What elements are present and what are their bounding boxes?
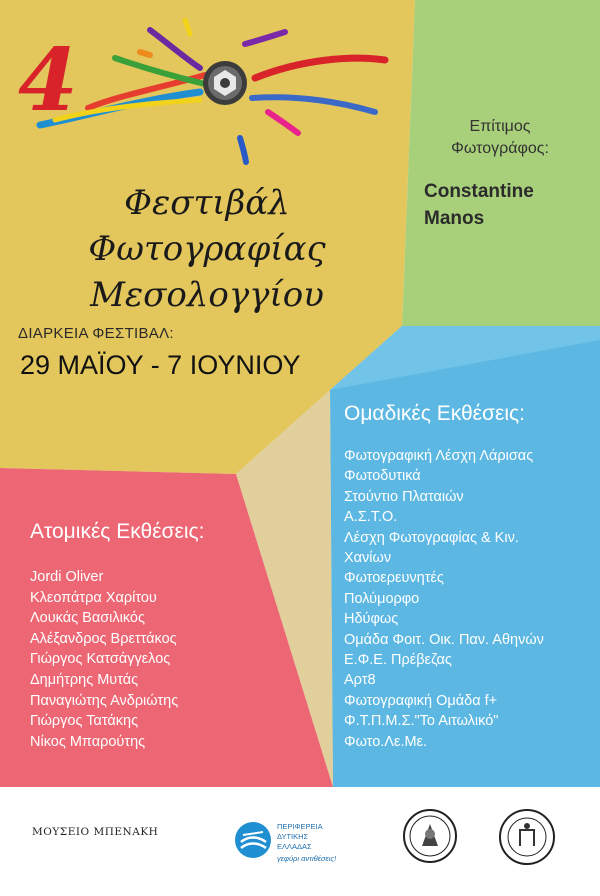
list-item: Φωτοερευνητές: [344, 570, 444, 587]
list-item: Φωτο.Λε.Με.: [344, 733, 428, 750]
honorary-photographer-name: [420, 178, 584, 232]
municipal-seal-icon: [402, 808, 458, 864]
individual-exhibitions-list: [30, 567, 178, 752]
list-item: Δημήτρης Μυτάς: [30, 671, 139, 688]
honorary-label-line1: Επίτιμος: [469, 118, 531, 135]
region-line1: ΠΕΡΙΦΕΡΕΙΑ: [277, 822, 323, 831]
benaki-museum-text: ΜΟΥΣΕΙΟ ΜΠΕΝΑΚΗ: [32, 826, 159, 838]
list-item: Φωτοδυτικά: [344, 468, 421, 485]
honorary-label-line2: Φωτογράφος:: [451, 140, 549, 157]
camera-aperture-icon: [203, 61, 247, 105]
benaki-museum-logo: [32, 826, 158, 838]
edition-number: 4: [18, 30, 78, 131]
list-item: Ε.Φ.Ε. Πρέβεζας: [344, 652, 452, 669]
list-item: Στούντιο Πλαταιών: [344, 488, 464, 505]
honorary-name-line2: Manos: [424, 208, 485, 229]
list-item: Ομάδα Φοιτ. Οικ. Παν. Αθηνών: [344, 631, 544, 648]
list-item: Α.Σ.Τ.Ο.: [344, 509, 398, 526]
festival-dates: 29 ΜΑΪΟΥ - 7 ΙΟΥΝΙΟΥ: [20, 350, 301, 380]
list-item: Χανίων: [344, 550, 392, 567]
list-item: Ηδύφως: [344, 611, 399, 628]
festival-title: [22, 180, 392, 318]
group-exhibitions-list: [344, 446, 596, 752]
region-slogan: γεφύρι αντιθέσεις!: [277, 854, 337, 863]
region-logo-text: [277, 822, 323, 852]
honorary-photographer-label: [420, 116, 580, 160]
list-item: Κλεοπάτρα Χαρίτου: [30, 589, 157, 606]
list-item: Παναγιώτης Ανδριώτης: [30, 692, 179, 709]
festival-title-line1: Φεστιβάλ Φωτογραφίας: [88, 183, 326, 269]
festival-title-line2: Μεσολογγίου: [90, 275, 324, 315]
honorary-name-line1: Constantine: [424, 181, 534, 202]
region-line3: ΕΛΛΑΔΑΣ: [277, 842, 312, 851]
region-logo-icon: [233, 820, 273, 860]
list-item: Πολύμορφο: [344, 590, 420, 607]
individual-exhibitions-title: Ατομικές Εκθέσεις:: [30, 520, 205, 543]
list-item: Λουκάς Βασιλικός: [30, 610, 145, 627]
list-item: Νίκος Μπαρούτης: [30, 733, 146, 750]
green-panel: [402, 0, 600, 326]
list-item: Αλέξανδρος Βρεττάκος: [30, 630, 177, 647]
orange-brush-stroke: [140, 52, 150, 55]
list-item: Λέσχη Φωτογραφίας & Κιν.: [344, 529, 519, 546]
list-item: Γιώργος Κατσάγγελος: [30, 651, 171, 668]
list-item: Φ.Τ.Π.Μ.Σ."Το Αιτωλικό": [344, 713, 499, 730]
list-item: Φωτογραφική Λέσχη Λάρισας: [344, 448, 534, 464]
region-line2: ΔΥΤΙΚΗΣ: [277, 832, 309, 841]
list-item: Φωτογραφική Ομάδα f+: [344, 692, 498, 709]
duration-label: ΔΙΑΡΚΕΙΑ ΦΕΣΤΙΒΑΛ:: [18, 325, 174, 342]
list-item: Αρτ8: [344, 672, 376, 689]
group-exhibitions-title: Ομαδικές Εκθέσεις:: [344, 402, 525, 425]
list-item: Jordi Oliver: [30, 569, 104, 585]
list-item: Γιώργος Τατάκης: [30, 713, 139, 730]
cultural-centre-seal-icon: [498, 808, 556, 866]
